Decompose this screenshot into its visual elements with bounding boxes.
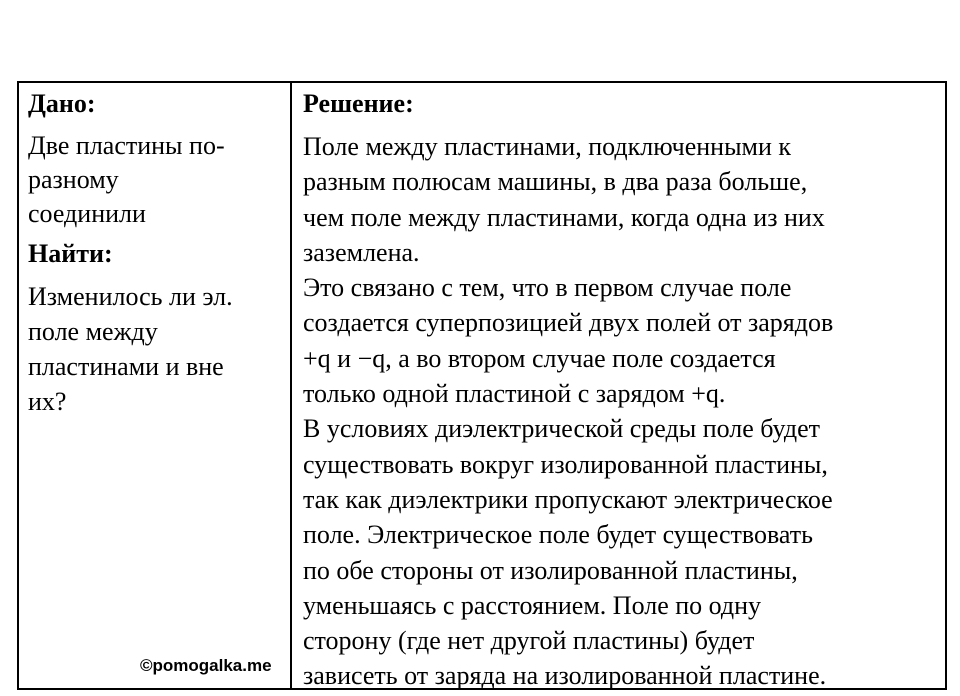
given-text: Две пластины по- разному соединили <box>28 131 225 228</box>
watermark: ©pomogalka.me <box>140 656 272 675</box>
solution-column <box>292 83 945 691</box>
solution-text: Поле между пластинами, подключенными к разным полюсам машины, в два раза больше, чем поле между пластинами, когда одна из них заземлена. Это связано с тем, что в первом случае поле создается суперпозицией двух полей от зарядов +q и −q, а во втором случае поле создается только одной пластиной с зарядом +q. В условиях диэлектрической среды поле будет существовать вокруг изолированной пластины, так как диэлектрики пропускают электрическое поле. Электрическое поле будет существовать по обе стороны от изолированной пластины, уменьшаясь с расстоянием. Поле по одну сторону (где нет другой пластины) будет зависеть от заряда на изолированной пластине. <box>303 132 834 691</box>
given-heading: Дано: <box>28 89 96 118</box>
solution-table <box>17 81 947 690</box>
find-heading: Найти: <box>28 239 113 268</box>
find-text: Изменилось ли эл. поле между пластинами и вне их? <box>28 282 233 416</box>
solution-heading: Решение: <box>303 89 414 118</box>
given-column <box>19 83 292 688</box>
